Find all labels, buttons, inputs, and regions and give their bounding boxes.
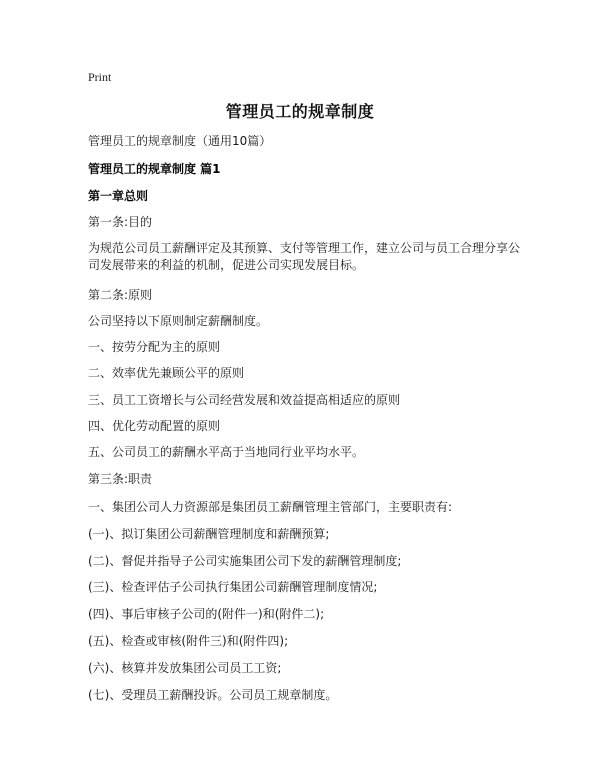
- list-item: 二、效率优先兼顾公平的原则: [88, 366, 245, 380]
- body-paragraph: 公司坚持以下原则制定薪酬制度。: [88, 314, 269, 328]
- chapter-heading: 第一章总则: [88, 189, 149, 203]
- list-item: 一、按劳分配为主的原则: [88, 340, 221, 354]
- list-item: 五、公司员工的薪酬水平高于当地同行业平均水平。: [88, 445, 365, 459]
- print-label: Print: [88, 70, 112, 84]
- list-item: (七)、受理员工薪酬投诉。公司员工规章制度。: [88, 688, 338, 702]
- list-item: (二)、督促并指导子公司实施集团公司下发的薪酬管理制度;: [88, 554, 402, 568]
- list-item: 四、优化劳动配置的原则: [88, 419, 221, 433]
- article-heading: 第一条:目的: [88, 215, 153, 229]
- list-item: 一、集团公司人力资源部是集团员工薪酬管理主管部门，主要职责有:: [88, 500, 453, 514]
- list-item: (四)、事后审核子公司的(附件一)和(附件二);: [88, 607, 325, 621]
- list-item: (三)、检查评估子公司执行集团公司薪酬管理制度情况;: [88, 580, 378, 594]
- list-item: 三、员工工资增长与公司经营发展和效益提高相适应的原则: [88, 393, 401, 407]
- section-heading: 管理员工的规章制度 篇1: [88, 162, 221, 176]
- list-item: (一)、拟订集团公司薪酬管理制度和薪酬预算;: [88, 527, 330, 541]
- list-item: (五)、检查或审核(附件三)和(附件四);: [88, 634, 289, 648]
- document-title: 管理员工的规章制度: [225, 102, 375, 121]
- list-item: (六)、核算并发放集团公司员工工资;: [88, 661, 282, 675]
- body-paragraph: 为规范公司员工薪酬评定及其预算、支付等管理工作，建立公司与员工合理分享公司发展带来的利益的机制，促进公司实现发展目标。: [88, 241, 521, 272]
- article-heading: 第三条:职责: [88, 472, 153, 486]
- document-subtitle: 管理员工的规章制度（通用10篇）: [88, 134, 272, 148]
- article-heading: 第二条:原则: [88, 288, 153, 302]
